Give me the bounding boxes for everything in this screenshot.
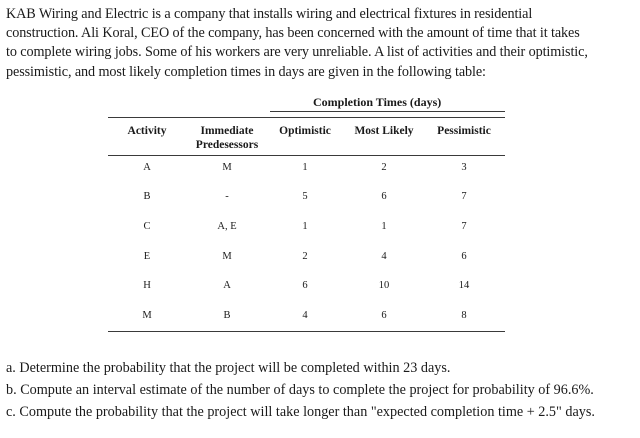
group-header-rule <box>270 111 505 112</box>
header-predecessors-line1: Immediate <box>200 125 254 137</box>
header-activity: Activity <box>127 125 167 137</box>
header-optimistic: Optimistic <box>279 125 331 137</box>
cell-optimistic: 2 <box>302 251 308 262</box>
cell-pessimistic: 8 <box>461 310 467 321</box>
intro-line: pessimistic, and most likely completion times in days are given in the following table: <box>6 63 486 80</box>
completion-times-header: Completion Times (days) <box>313 95 442 109</box>
cell-pessimistic: 14 <box>458 280 470 291</box>
cell-predecessors: B <box>223 310 231 321</box>
table-bottom-rule <box>108 331 505 332</box>
cell-pessimistic: 7 <box>461 221 467 232</box>
cell-predecessors: A <box>223 280 231 291</box>
question-b: b. Compute an interval estimate of the number of days to complete the project for probability of 96.6%. <box>6 382 594 398</box>
cell-optimistic: 4 <box>302 310 308 321</box>
cell-predecessors: M <box>222 251 232 262</box>
problem-intro <box>6 5 634 82</box>
intro-line: to complete wiring jobs. Some of his workers are very unreliable. A list of activities and their optimistic, <box>6 44 588 61</box>
header-bottom-rule <box>108 155 505 156</box>
cell-optimistic: 1 <box>302 221 308 232</box>
cell-activity: A <box>143 162 151 173</box>
cell-most-likely: 10 <box>378 280 390 291</box>
table-top-rule <box>108 117 505 118</box>
cell-most-likely: 6 <box>381 310 387 321</box>
header-predecessors-line2: Predesessors <box>195 139 259 151</box>
cell-activity: E <box>143 251 151 262</box>
questions-list <box>6 357 634 423</box>
cell-optimistic: 1 <box>302 162 308 173</box>
cell-predecessors: M <box>222 162 232 173</box>
cell-activity: M <box>142 310 152 321</box>
cell-activity: H <box>143 280 151 291</box>
cell-most-likely: 6 <box>381 191 387 202</box>
cell-most-likely: 2 <box>381 162 387 173</box>
cell-optimistic: 6 <box>302 280 308 291</box>
cell-activity: C <box>143 221 151 232</box>
cell-optimistic: 5 <box>302 191 308 202</box>
intro-line: construction. Ali Koral, CEO of the company, has been concerned with the amount of time that it takes <box>6 25 580 42</box>
cell-predecessors: A, E <box>217 221 237 232</box>
cell-pessimistic: 7 <box>461 191 467 202</box>
header-pessimistic: Pessimistic <box>437 125 491 137</box>
intro-line: KAB Wiring and Electric is a company that installs wiring and electrical fixtures in residential <box>6 6 533 22</box>
cell-pessimistic: 3 <box>461 162 467 173</box>
cell-predecessors: - <box>225 191 229 202</box>
cell-activity: B <box>143 191 151 202</box>
cell-pessimistic: 6 <box>461 251 467 262</box>
cell-most-likely: 1 <box>381 221 387 232</box>
question-c: c. Compute the probability that the project will take longer than "expected completion time + 2.5" days. <box>6 404 595 420</box>
cell-most-likely: 4 <box>381 251 387 262</box>
question-a: a. Determine the probability that the project will be completed within 23 days. <box>6 360 451 376</box>
header-most-likely: Most Likely <box>354 125 414 137</box>
